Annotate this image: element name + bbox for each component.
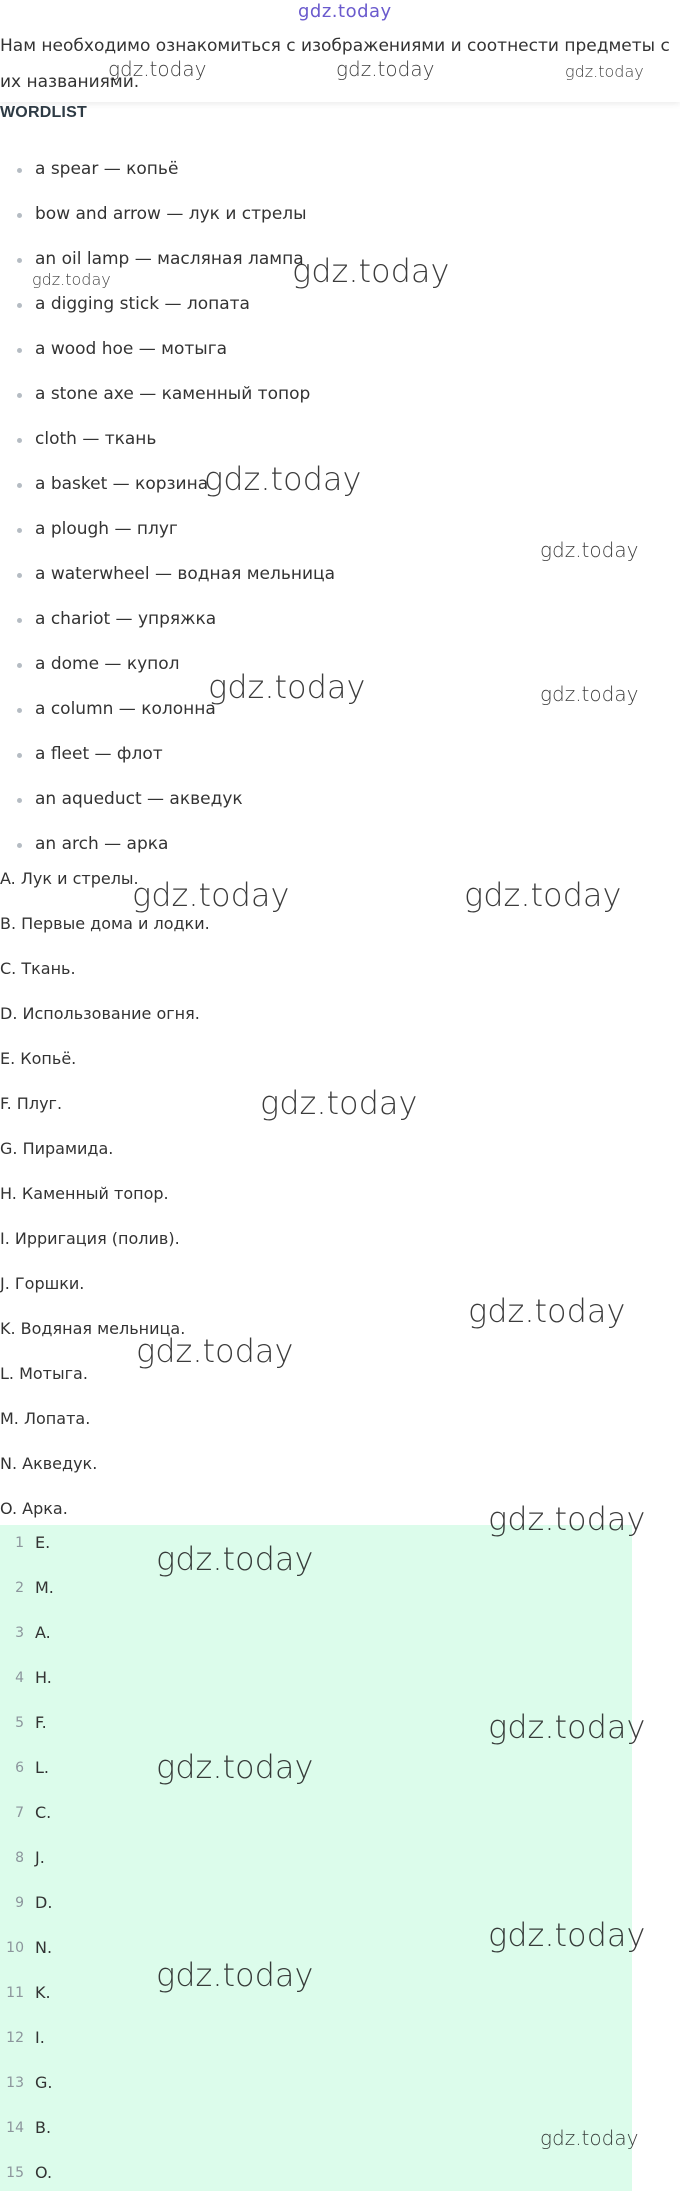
watermark: gdz.today — [136, 1332, 294, 1370]
watermark: gdz.today — [32, 270, 111, 289]
wordlist-item: a waterwheel — водная мельница — [0, 560, 680, 605]
watermark: gdz.today — [208, 668, 366, 706]
watermark: gdz.today — [156, 1540, 314, 1578]
wordlist-item: a chariot — упряжка — [0, 605, 680, 650]
picture-item: M. Лопата. — [0, 1409, 91, 1428]
answer-letter: I. — [35, 2028, 45, 2047]
wordlist-item: an aqueduct — акведук — [0, 785, 680, 830]
wordlist-item: a basket — корзина — [0, 470, 680, 515]
picture-item: I. Ирригация (полив). — [0, 1229, 180, 1248]
answer-row — [0, 2020, 632, 2065]
answer-letter: J. — [35, 1848, 45, 1867]
watermark: gdz.today — [132, 876, 290, 914]
answer-number: 1 — [15, 1535, 24, 1551]
wordlist-item: a fleet — флот — [0, 740, 680, 785]
answer-letter: E. — [35, 1533, 51, 1552]
answer-row — [0, 2065, 632, 2110]
answer-number: 7 — [15, 1805, 24, 1821]
picture-item: E. Копьё. — [0, 1049, 77, 1068]
watermark: gdz.today — [488, 1916, 646, 1954]
picture-item: B. Первые дома и лодки. — [0, 914, 210, 933]
answer-letter: C. — [35, 1803, 52, 1822]
wordlist-item: a dome — купол — [0, 650, 680, 695]
answer-letter: B. — [35, 2118, 52, 2137]
watermark: gdz.today — [540, 682, 639, 706]
answer-letter: N. — [35, 1938, 53, 1957]
picture-item: L. Мотыга. — [0, 1364, 88, 1383]
wordlist-item: cloth — ткань — [0, 425, 680, 470]
answers-list — [0, 1525, 632, 2191]
picture-descriptions — [0, 866, 680, 1541]
answer-letter: F. — [35, 1713, 47, 1732]
answer-number: 12 — [6, 2030, 24, 2046]
answer-number: 11 — [6, 1985, 24, 2001]
picture-item: H. Каменный топор. — [0, 1184, 169, 1203]
answer-letter: M. — [35, 1578, 54, 1597]
answer-letter: L. — [35, 1758, 49, 1777]
site-logo[interactable]: gdz.today — [298, 1, 392, 22]
answer-row — [0, 1615, 632, 1660]
watermark: gdz.today — [464, 876, 622, 914]
wordlist-item: a stone axe — каменный топор — [0, 380, 680, 425]
answer-number: 4 — [15, 1670, 24, 1686]
wordlist-item: an oil lamp — масляная лампа — [0, 245, 680, 290]
watermark: gdz.today — [156, 1956, 314, 1994]
wordlist-item: a plough — плуг — [0, 515, 680, 560]
answer-letter: O. — [35, 2163, 53, 2182]
picture-item: G. Пирамида. — [0, 1139, 114, 1158]
watermark: gdz.today — [336, 57, 435, 81]
wordlist-item: an arch — арка — [0, 830, 680, 875]
answer-row — [0, 2110, 632, 2155]
picture-item: F. Плуг. — [0, 1094, 63, 1113]
answer-row — [0, 1570, 632, 1615]
watermark: gdz.today — [540, 2126, 639, 2150]
picture-item: O. Арка. — [0, 1499, 68, 1518]
answer-row — [0, 1975, 632, 2020]
answer-number: 8 — [15, 1850, 24, 1866]
answer-letter: H. — [35, 1668, 52, 1687]
picture-item: N. Акведук. — [0, 1454, 98, 1473]
answer-number: 6 — [15, 1760, 24, 1776]
answer-row — [0, 2155, 632, 2200]
picture-item: J. Горшки. — [0, 1274, 85, 1293]
answer-number: 14 — [6, 2120, 24, 2136]
task-instruction: Нам необходимо ознакомиться с изображениями и соотнести предметы с их названиями. — [0, 36, 670, 92]
watermark: gdz.today — [488, 1708, 646, 1746]
watermark: gdz.today — [108, 57, 207, 81]
wordlist-item: bow and arrow — лук и стрелы — [0, 200, 680, 245]
answer-number: 9 — [15, 1895, 24, 1911]
answer-row — [0, 1660, 632, 1705]
answer-number: 15 — [6, 2165, 24, 2181]
wordlist-item: a column — колонна — [0, 695, 680, 740]
answer-row — [0, 1795, 632, 1840]
watermark: gdz.today — [260, 1084, 418, 1122]
answer-number: 2 — [15, 1580, 24, 1596]
answer-number: 3 — [15, 1625, 24, 1641]
watermark: gdz.today — [292, 252, 450, 290]
answer-letter: G. — [35, 2073, 53, 2092]
wordlist-heading: WORDLIST — [0, 104, 87, 121]
answer-letter: D. — [35, 1893, 53, 1912]
wordlist-item: a wood hoe — мотыга — [0, 335, 680, 380]
watermark: gdz.today — [468, 1292, 626, 1330]
answer-letter: A. — [35, 1623, 51, 1642]
answer-row — [0, 1750, 632, 1795]
watermark: gdz.today — [565, 62, 644, 81]
watermark: gdz.today — [488, 1500, 646, 1538]
picture-item: K. Водяная мельница. — [0, 1319, 186, 1338]
picture-item: A. Лук и стрелы. — [0, 869, 139, 888]
wordlist-item: a digging stick — лопата — [0, 290, 680, 335]
watermark: gdz.today — [156, 1748, 314, 1786]
answer-number: 10 — [6, 1940, 24, 1956]
answer-number: 5 — [15, 1715, 24, 1731]
answer-letter: K. — [35, 1983, 51, 2002]
watermark: gdz.today — [204, 460, 362, 498]
answer-number: 13 — [6, 2075, 24, 2091]
answer-row — [0, 1840, 632, 1885]
wordlist-item: a spear — копьё — [0, 155, 680, 200]
header-bar — [0, 0, 680, 102]
watermark: gdz.today — [540, 538, 639, 562]
picture-item: C. Ткань. — [0, 959, 76, 978]
picture-item: D. Использование огня. — [0, 1004, 200, 1023]
